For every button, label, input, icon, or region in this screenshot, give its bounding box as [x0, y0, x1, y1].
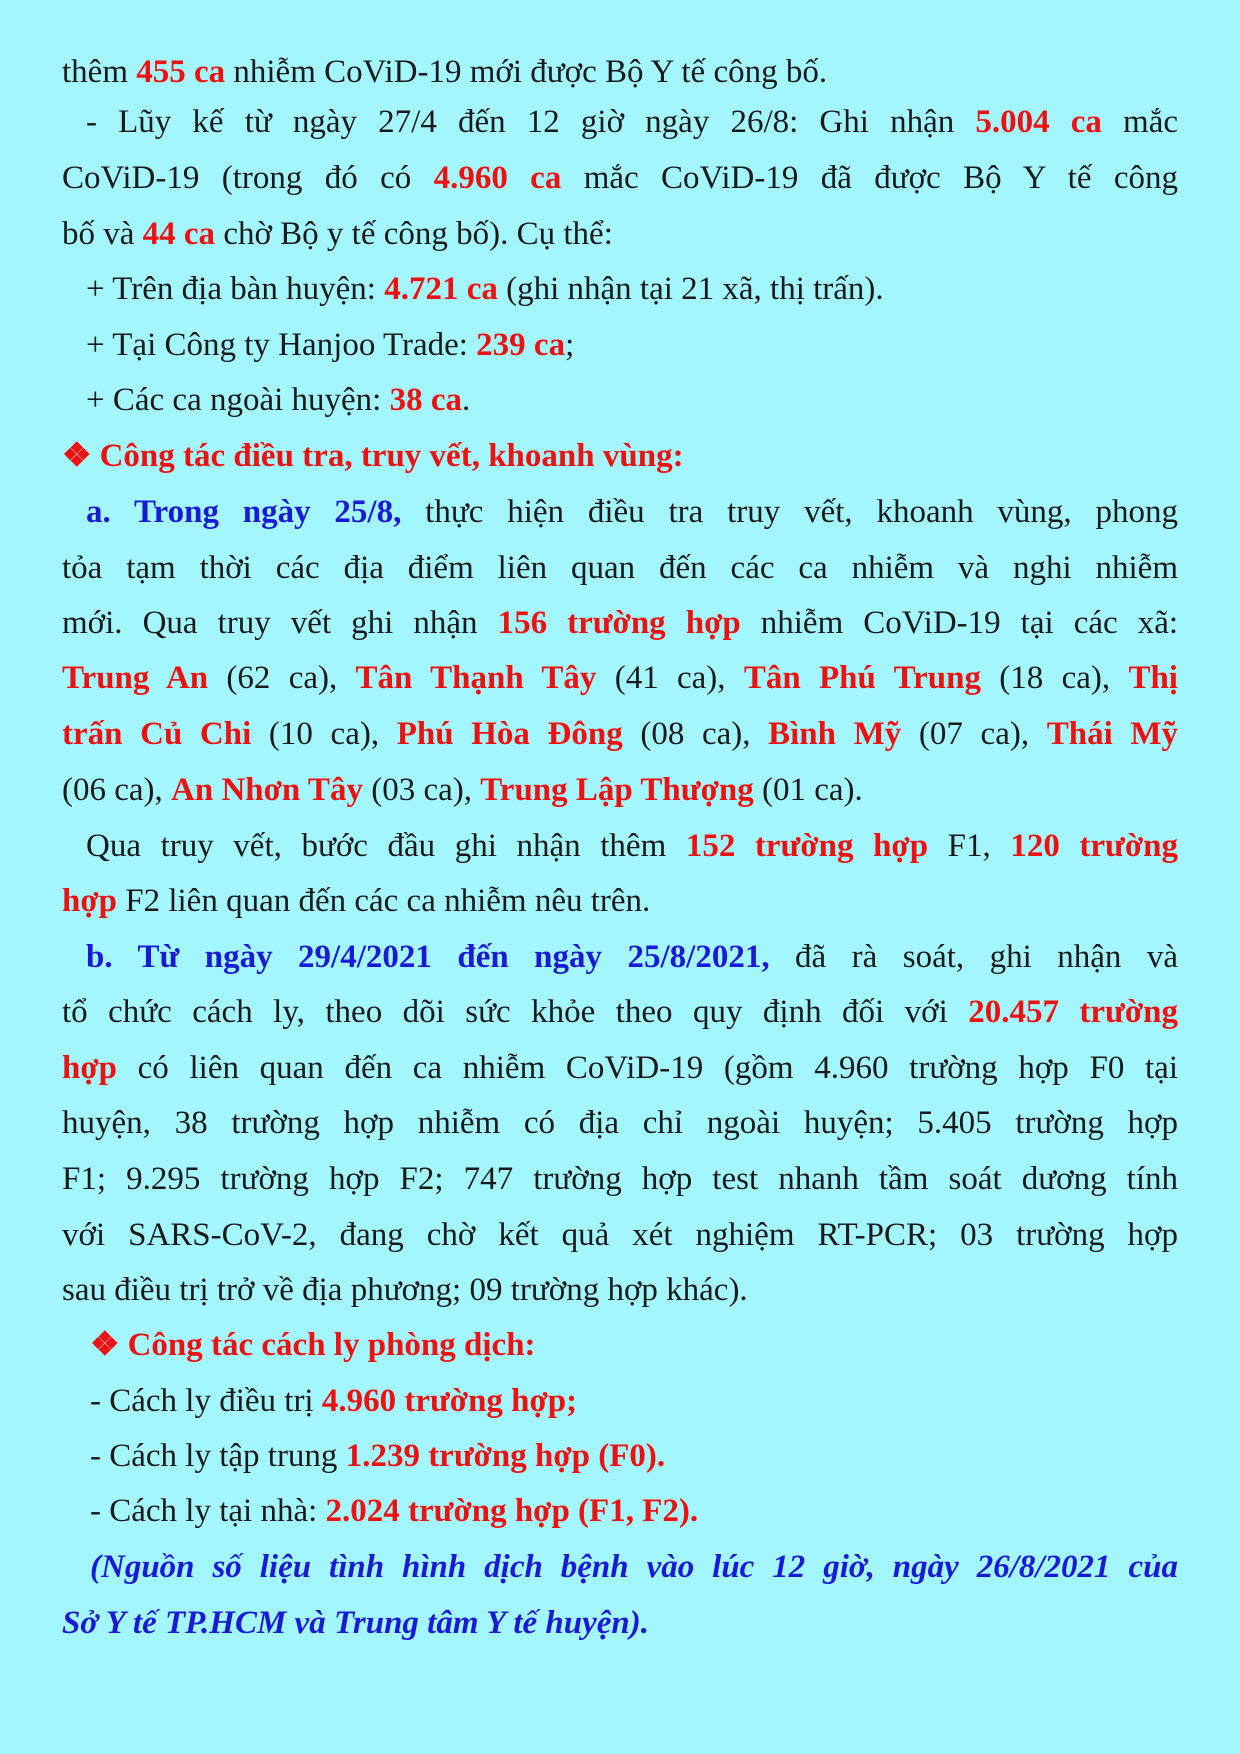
text-line: - Cách ly tập trung 1.239 trường hợp (F0).: [90, 1438, 666, 1474]
text-line: F1; 9.295 trường hợp F2; 747 trường hợp test nhanh tầm soát dương tính: [62, 1161, 1178, 1197]
text-line: tỏa tạm thời các địa điểm liên quan đến các ca nhiễm và nghi nhiễm: [62, 550, 1178, 586]
text-line: - Cách ly điều trị 4.960 trường hợp;: [90, 1383, 578, 1419]
section-heading-investigation: ❖ Công tác điều tra, truy vết, khoanh vùng:: [62, 438, 684, 474]
text-line: trấn Củ Chi (10 ca), Phú Hòa Đông (08 ca), Bình Mỹ (07 ca), Thái Mỹ: [62, 716, 1179, 752]
text-line: bố và 44 ca chờ Bộ y tế công bố). Cụ thể:: [62, 216, 613, 252]
text-line: hợp có liên quan đến ca nhiễm CoViD-19 (gồm 4.960 trường hợp F0 tại: [62, 1050, 1178, 1086]
text-line: a. Trong ngày 25/8, thực hiện điều tra truy vết, khoanh vùng, phong: [86, 494, 1178, 530]
text-line: huyện, 38 trường hợp nhiễm có địa chỉ ngoài huyện; 5.405 trường hợp: [62, 1105, 1178, 1141]
text-line: thêm 455 ca nhiễm CoViD-19 mới được Bộ Y tế công bố.: [62, 54, 828, 90]
text-line: - Lũy kế từ ngày 27/4 đến 12 giờ ngày 26/8: Ghi nhận 5.004 ca mắc: [86, 104, 1179, 140]
text-line: b. Từ ngày 29/4/2021 đến ngày 25/8/2021, đã rà soát, ghi nhận và: [86, 939, 1178, 975]
text-line: - Cách ly tại nhà: 2.024 trường hợp (F1, F2).: [90, 1493, 699, 1529]
text-line: với SARS-CoV-2, đang chờ kết quả xét nghiệm RT-PCR; 03 trường hợp: [62, 1217, 1178, 1253]
text-line: + Các ca ngoài huyện: 38 ca.: [86, 382, 471, 418]
section-heading-isolation: ❖ Công tác cách ly phòng dịch:: [90, 1327, 536, 1363]
text-line: Trung An (62 ca), Tân Thạnh Tây (41 ca), Tân Phú Trung (18 ca), Thị: [62, 660, 1178, 696]
text-line: sau điều trị trở về địa phương; 09 trường hợp khác).: [62, 1272, 748, 1308]
text-line: tổ chức cách ly, theo dõi sức khỏe theo quy định đối với 20.457 trường: [62, 994, 1178, 1030]
text-line: hợp F2 liên quan đến các ca nhiễm nêu trên.: [62, 883, 651, 919]
source-note: Sở Y tế TP.HCM và Trung tâm Y tế huyện).: [62, 1605, 650, 1641]
text-line: Qua truy vết, bước đầu ghi nhận thêm 152 trường hợp F1, 120 trường: [86, 828, 1178, 864]
text-line: CoViD-19 (trong đó có 4.960 ca mắc CoViD-19 đã được Bộ Y tế công: [62, 160, 1178, 196]
text-line: mới. Qua truy vết ghi nhận 156 trường hợp nhiễm CoViD-19 tại các xã:: [62, 605, 1179, 641]
diamond-bullet-icon: ❖: [90, 1327, 120, 1363]
source-note: (Nguồn số liệu tình hình dịch bệnh vào lúc 12 giờ, ngày 26/8/2021 của: [90, 1549, 1178, 1585]
diamond-bullet-icon: ❖: [62, 438, 92, 474]
text-line: + Trên địa bàn huyện: 4.721 ca (ghi nhận tại 21 xã, thị trấn).: [86, 271, 884, 307]
text-line: (06 ca), An Nhơn Tây (03 ca), Trung Lập Thượng (01 ca).: [62, 772, 863, 808]
text-line: + Tại Công ty Hanjoo Trade: 239 ca;: [86, 327, 575, 363]
content-area: [62, 48, 1178, 1748]
